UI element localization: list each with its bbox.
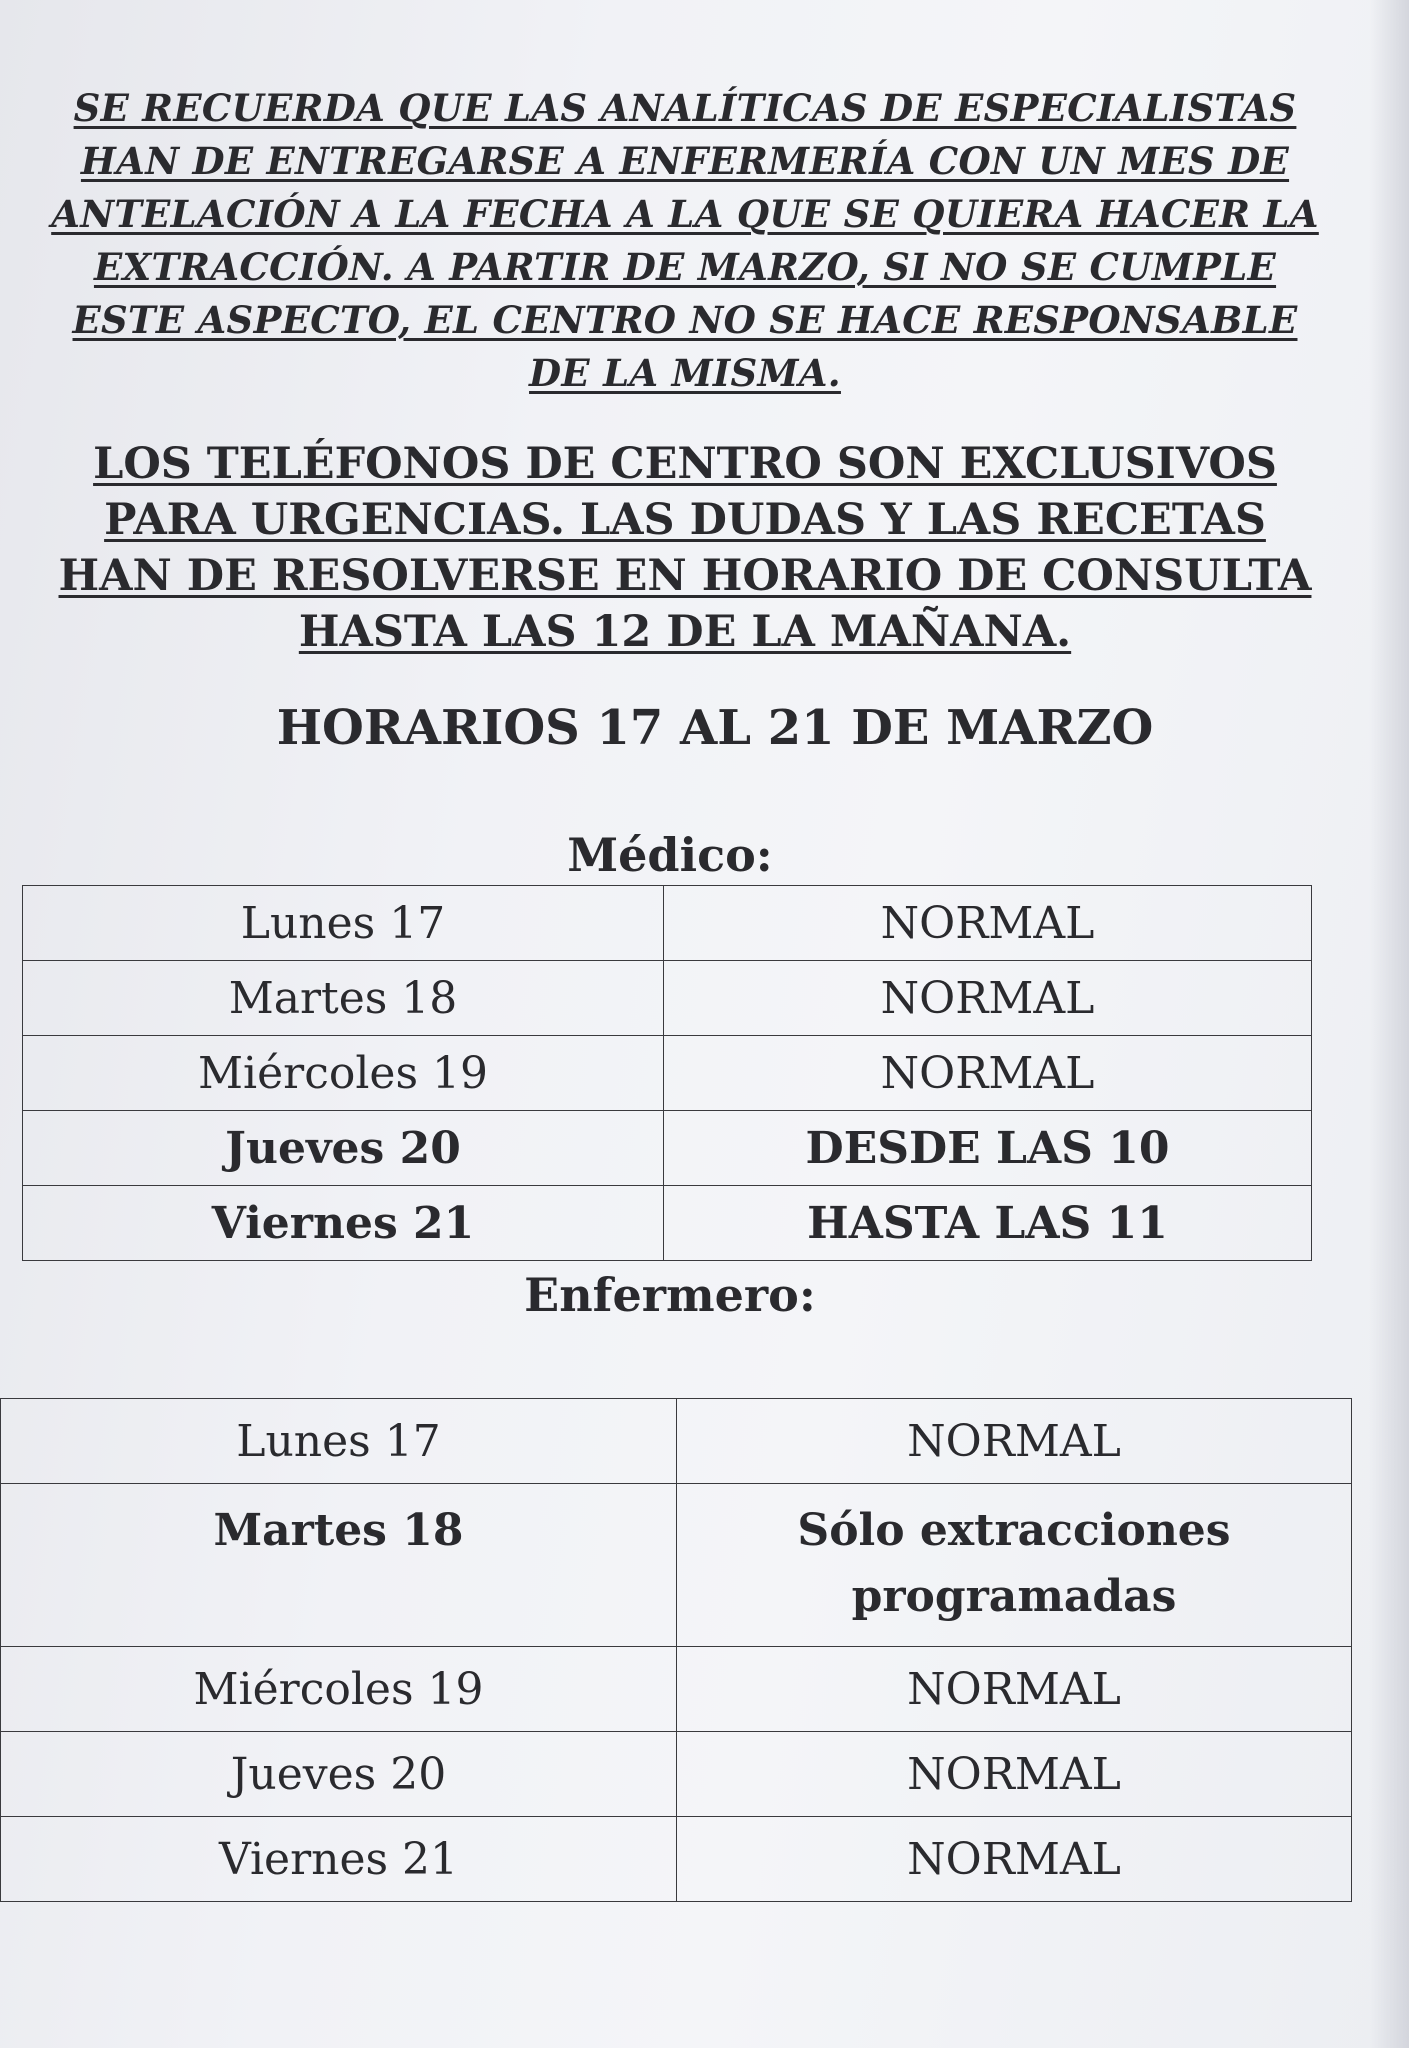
medico-hours-cell: DESDE LAS 10 — [664, 1111, 1312, 1186]
enfermero-schedule-table — [0, 1398, 1352, 1902]
medico-label: Médico: — [567, 828, 773, 882]
medico-day-cell: Viernes 21 — [23, 1186, 664, 1261]
enfermero-day-cell: Lunes 17 — [1, 1399, 677, 1484]
table-row — [23, 886, 1312, 961]
medico-day-cell: Miércoles 19 — [23, 1036, 664, 1111]
enfermero-hours-cell: Sólo extracciones programadas — [677, 1484, 1352, 1647]
medico-hours-cell: HASTA LAS 11 — [664, 1186, 1312, 1261]
notice-phones-urgent: LOS TELÉFONOS DE CENTRO SON EXCLUSIVOS PARA URGENCIAS. LAS DUDAS Y LAS RECETAS HAN DE RESOLVERSE EN HORARIO DE CONSULTA HASTA LAS 12 DE LA MAÑANA. — [58, 439, 1312, 657]
enfermero-hours-cell: NORMAL — [677, 1399, 1352, 1484]
medico-day-cell: Martes 18 — [23, 961, 664, 1036]
table-row — [1, 1732, 1352, 1817]
table-row — [1, 1647, 1352, 1732]
medico-day-cell: Jueves 20 — [23, 1111, 664, 1186]
notice-specialist-tests: SE RECUERDA QUE LAS ANALÍTICAS DE ESPECIALISTAS HAN DE ENTREGARSE A ENFERMERÍA CON UN MES DE ANTELACIÓN A LA FECHA A LA QUE SE QUIERA HACER LA EXTRACCIÓN. A PARTIR DE MARZO, SI NO SE CUMPLE ESTE ASPECTO, EL CENTRO NO SE HACE RESPONSABLE DE LA MISMA. — [51, 86, 1319, 395]
enfermero-day-cell: Viernes 21 — [1, 1817, 677, 1902]
enfermero-hours-cell: NORMAL — [677, 1647, 1352, 1732]
schedule-title: HORARIOS 17 AL 21 DE MARZO — [276, 700, 1154, 756]
table-row — [1, 1817, 1352, 1902]
enfermero-day-cell: Jueves 20 — [1, 1732, 677, 1817]
enfermero-day-cell: Martes 18 — [1, 1484, 677, 1647]
enfermero-day-cell: Miércoles 19 — [1, 1647, 677, 1732]
table-row — [23, 961, 1312, 1036]
table-row — [1, 1484, 1352, 1647]
enfermero-hours-cell: NORMAL — [677, 1732, 1352, 1817]
table-row — [23, 1186, 1312, 1261]
medico-hours-cell: NORMAL — [664, 886, 1312, 961]
table-row — [1, 1399, 1352, 1484]
enfermero-label: Enfermero: — [524, 1268, 816, 1322]
enfermero-hours-cell: NORMAL — [677, 1817, 1352, 1902]
table-row — [23, 1111, 1312, 1186]
table-row — [23, 1036, 1312, 1111]
medico-schedule-table — [22, 885, 1312, 1261]
paper-edge-shadow — [1369, 0, 1409, 2048]
medico-day-cell: Lunes 17 — [23, 886, 664, 961]
medico-hours-cell: NORMAL — [664, 1036, 1312, 1111]
medico-hours-cell: NORMAL — [664, 961, 1312, 1036]
